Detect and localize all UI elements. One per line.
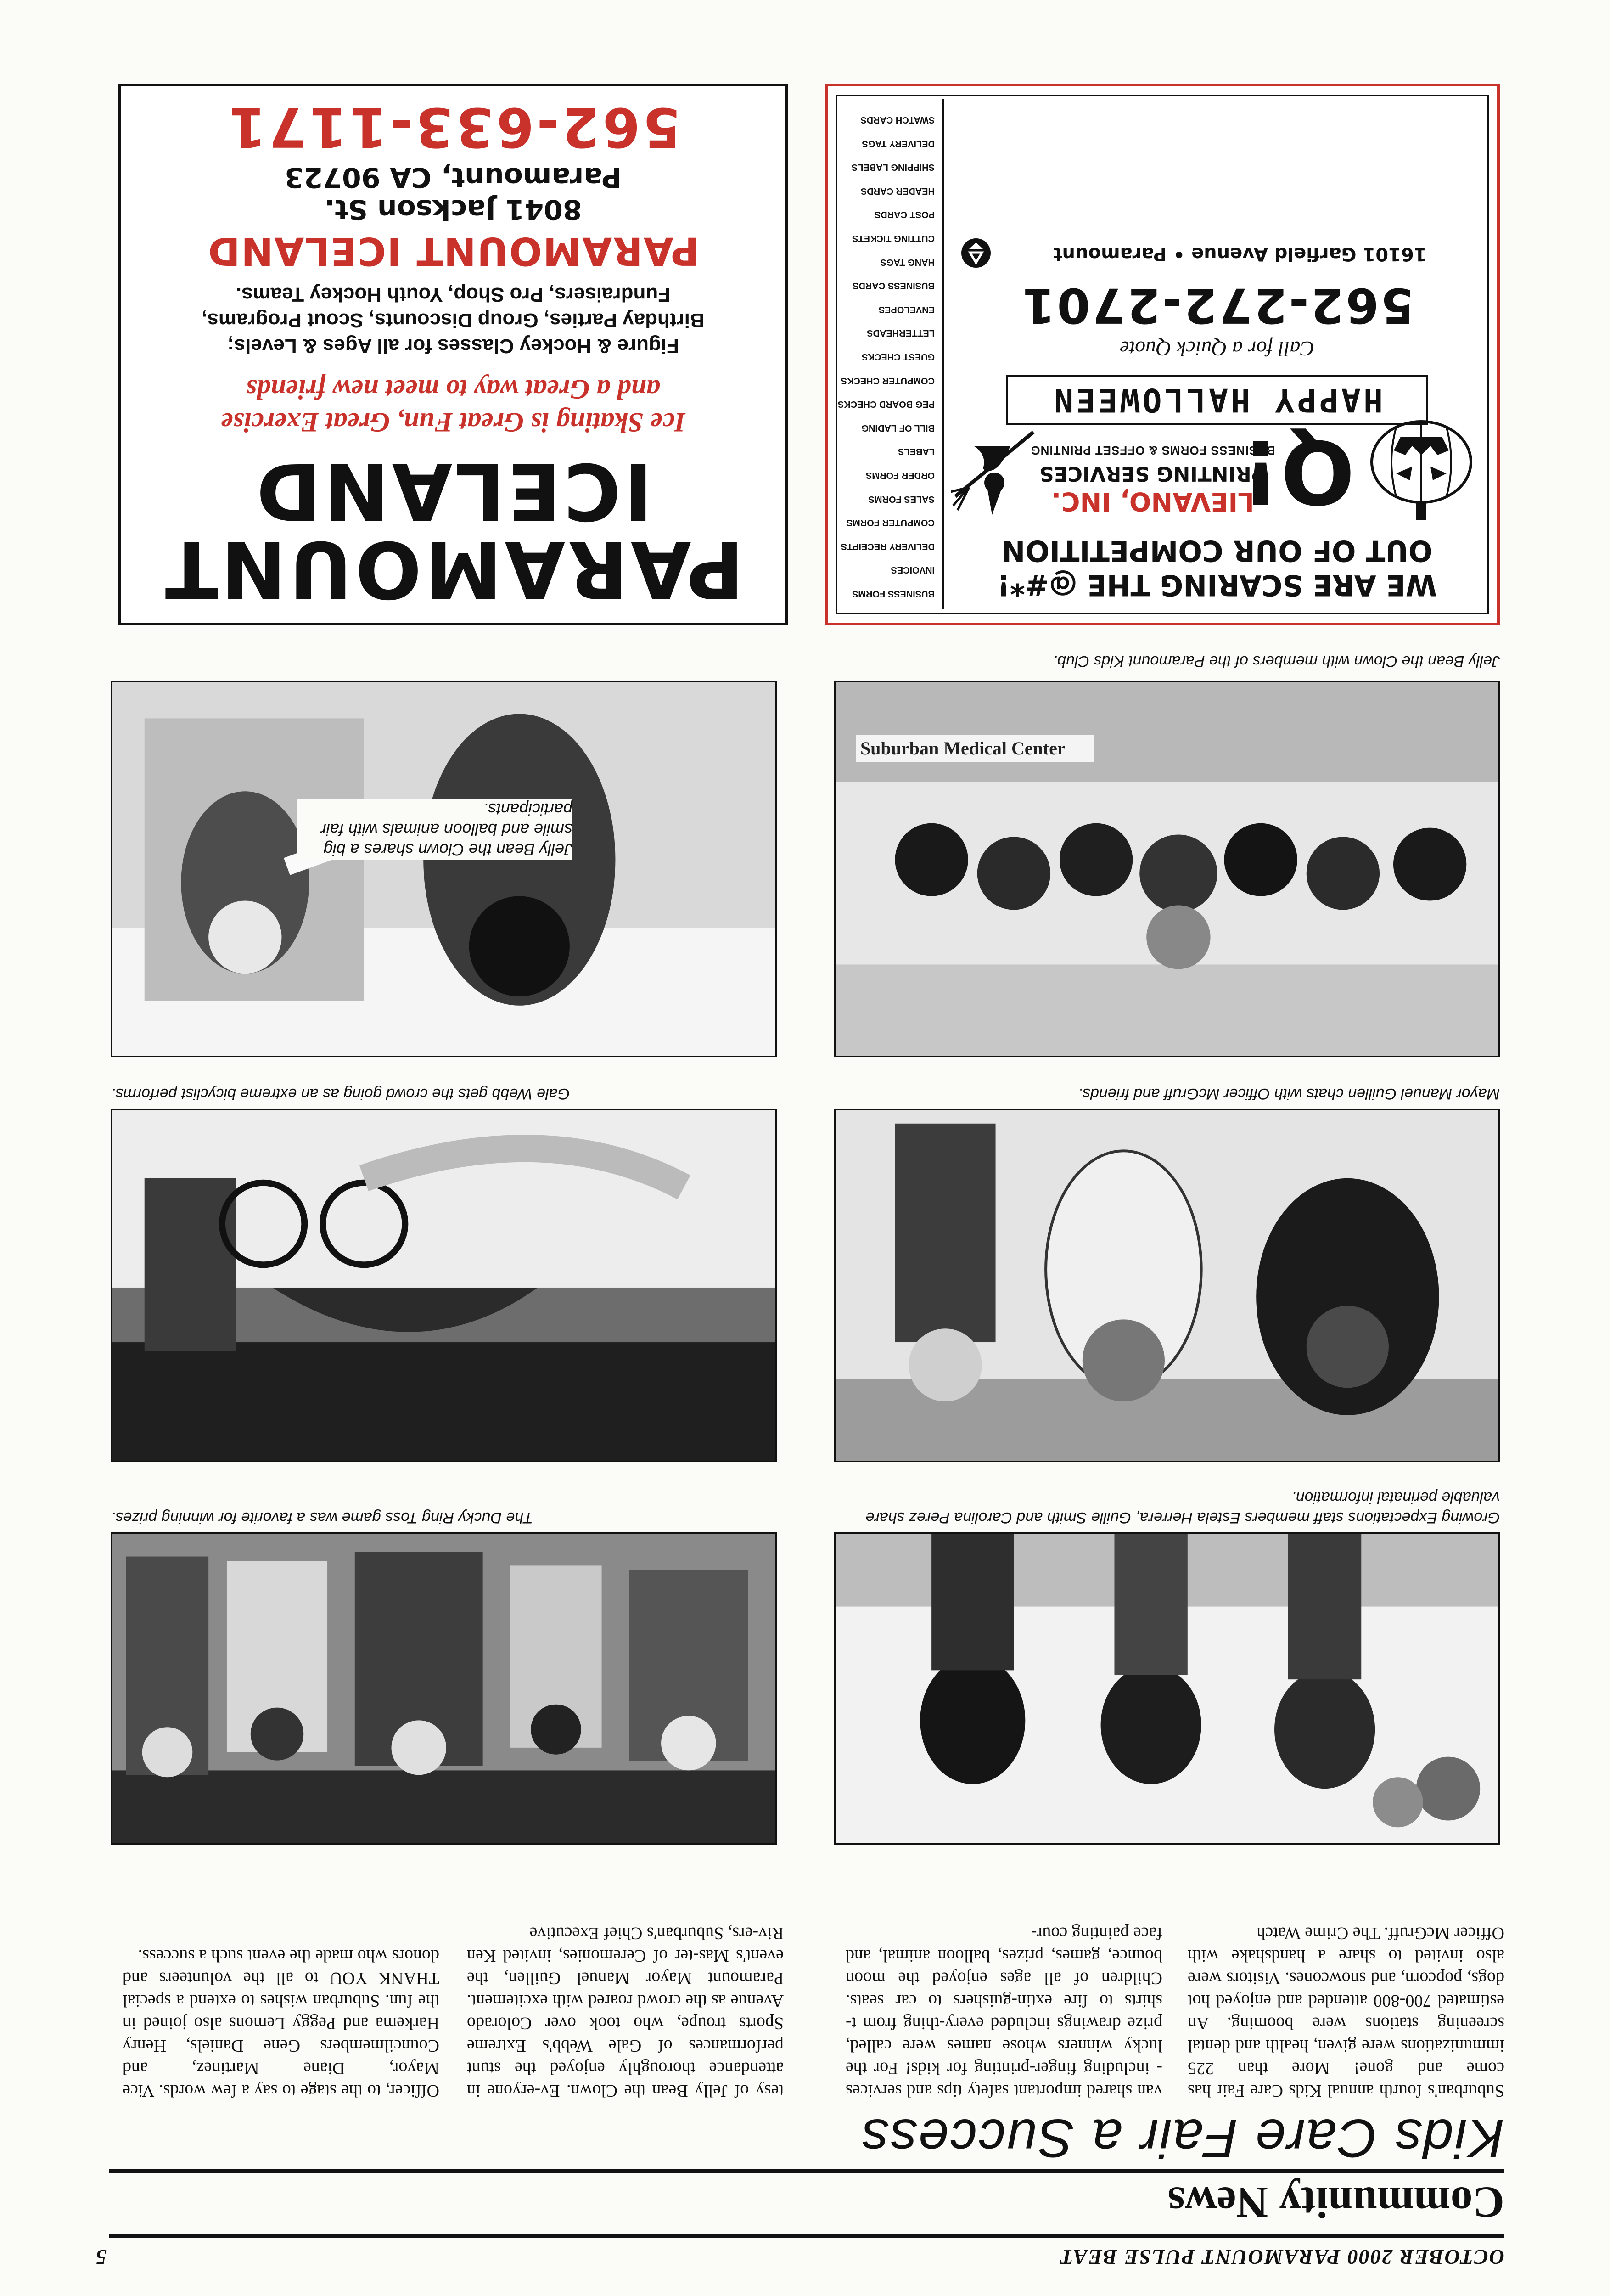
- article-column-1: Suburban's fourth annual Kids Care Fair has come and gone! More than 225 immunizations were given, health and dental screening stations were booming. An estimated 700-800 attended and enjoyed hot dogs, popcorn, and snowcones. Visitors were also invited to share a handshake with Officer McGruff. The Crime Watch: [1188, 1924, 1504, 2100]
- iceland-title-line1: PARAMOUNT: [162, 523, 744, 614]
- iceland-address-2: Paramount, CA 90723: [284, 161, 622, 193]
- service-item: ORDER FORMS: [866, 470, 935, 481]
- service-item: HANG TAGS: [880, 257, 935, 267]
- caption-bicyclist: Gale Webb gets the crowd going as an extreme bicyclist performs.: [111, 1085, 570, 1103]
- header-rule-top: [109, 2234, 1504, 2238]
- ad-lievano-printing: [825, 84, 1500, 625]
- ad-paramount-iceland: [118, 84, 788, 625]
- service-item: BUSINESS CARDS: [853, 281, 935, 291]
- lievano-phone: 562-272-2701: [1020, 277, 1414, 333]
- iceland-body-1: Figure & Hockey Classes for all Ages & Levels;: [227, 335, 679, 357]
- lievano-name: LIEVANO, INC.: [1051, 486, 1254, 516]
- lievano-services-list: [834, 108, 935, 605]
- article-column-2: van shared important safety tips and services - including finger-printing for kids! For the lucky winners whose names were called, prize drawings included every-thing from t-shirts to fire extin-guishers to car seats. Children of all ages enjoyed the moon bounce, games, prizes, balloon animal, and face painting cour-: [846, 1924, 1162, 2100]
- article-column-3: tesy of Jelly Bean the Clown. Ev-eryone in attendance thoroughly enjoyed the stunt performances of Gale Webb's Extreme Sports troupe, who took over Colorado Avenue as the crowd roared with excitement. Paramount Mayor Manuel Guillen, the event's Mas-ter of Ceremonies, invited Ken Riv-ers, Suburban's Chief Executive: [467, 1924, 784, 2100]
- service-item: PEG BOARD CHECKS: [837, 399, 935, 410]
- service-item: LABELS: [898, 446, 935, 457]
- service-item: POST CARDS: [874, 209, 935, 220]
- article-headline: Kids Care Fair a Success: [860, 2108, 1504, 2168]
- iceland-name: PARAMOUNT ICELAND: [207, 229, 699, 274]
- iceland-address-1: 8041 Jackson St.: [324, 193, 582, 225]
- kids-club-sign: Suburban Medical Center: [856, 735, 1094, 762]
- service-item: COMPUTER CHECKS: [841, 375, 935, 386]
- photo-growing-expectations: [834, 1532, 1500, 1845]
- lievano-services-divider: [942, 99, 944, 609]
- service-item: SALES FORMS: [868, 494, 935, 504]
- witch-icon: [951, 418, 1038, 524]
- caption-mayor-mcgruff: Mayor Manuel Guillen chats with Officer McGruff and friends.: [1078, 1085, 1500, 1103]
- caption-ring-toss: The Ducky Ring Toss game was a favorite for winning prizes.: [111, 1509, 533, 1526]
- iceland-body-2: Birthday Parties, Group Discounts, Scout Programs,: [202, 309, 705, 332]
- pumpkin-icon: [1369, 418, 1474, 524]
- article-column-4: Officer, to the stage to say a few words. Vice Mayor, Diane Martinez, and Councilmembers Gene Daniels, Henry Harkema and Peggy Lemons also joined in the fun. Suburban wishes to extend a special THANK YOU to all the volunteers and donors who made the event such a success.: [123, 1946, 439, 2100]
- lievano-tagline: BUSINESS FORMS & OFFSET PRINTING: [1030, 444, 1275, 457]
- lievano-service: PRINTING SERVICES: [1039, 462, 1267, 485]
- recycle-icon: [960, 237, 992, 269]
- section-title: Community News: [1167, 2178, 1504, 2227]
- photo-kids-club: [834, 681, 1500, 1057]
- service-item: SWATCH CARDS: [860, 115, 935, 125]
- publication-name: OCTOBER 2000 PARAMOUNT PULSE BEAT: [1059, 2245, 1504, 2269]
- service-item: HEADER CARDS: [860, 186, 935, 196]
- photo-ring-toss: [111, 1532, 777, 1845]
- page-number: 5: [95, 2245, 107, 2269]
- service-item: ENVELOPES: [878, 304, 935, 315]
- caption-balloon-clown: Jelly Bean the Clown shares a big smile and balloon animals with fair participants.: [297, 799, 572, 860]
- photo-mayor-mcgruff: [834, 1109, 1500, 1462]
- service-item: LETTERHEADS: [867, 328, 935, 338]
- iceland-tagline-2: and a Great way to meet new friends: [246, 374, 660, 405]
- photo-balloon-clown: [111, 681, 777, 1057]
- lievano-headline-2: OUT OF OUR COMPETITION: [1001, 534, 1433, 568]
- iceland-phone: 562-633-1171: [225, 96, 681, 159]
- lievano-address: 16101 Garfield Avenue • Paramount: [1053, 243, 1427, 264]
- lievano-logo-icon: Q!: [1240, 421, 1355, 522]
- service-item: DELIVERY RECEIPTS: [841, 541, 935, 551]
- header-rule-bottom: [109, 2169, 1504, 2173]
- caption-growing-expectations: Growing Expectations staff members Estela Herrera, Guille Smith and Carolina Perez share valuable perinatal information.: [865, 1489, 1500, 1526]
- lievano-happy-halloween: HAPPY HALLOWEEN: [1006, 375, 1428, 425]
- caption-kids-club: Jelly Bean the Clown with members of the Paramount Kids Club.: [1053, 653, 1500, 670]
- iceland-title-line2: ICELAND: [253, 445, 653, 536]
- service-item: COMPUTER FORMS: [846, 518, 935, 528]
- service-item: INVOICES: [891, 565, 935, 575]
- iceland-tagline-1: Ice Skating is Great Fun, Great Exercise: [221, 407, 685, 438]
- iceland-body-3: Fundraisers, Pro Shop, Youth Hockey Teams.: [236, 283, 671, 306]
- service-item: GUEST CHECKS: [862, 352, 935, 362]
- service-item: SHIPPING LABELS: [851, 162, 935, 173]
- service-item: CUTTING TICKETS: [852, 233, 935, 244]
- service-item: BUSINESS FORMS: [852, 589, 935, 599]
- service-item: DELIVERY TAGS: [862, 138, 935, 149]
- photo-bicyclist: [111, 1109, 777, 1462]
- service-item: BILL OF LADING: [861, 422, 935, 433]
- lievano-call-text: Call for a Quick Quote: [1119, 337, 1315, 360]
- lievano-headline-1: WE ARE SCARING THE @#*!: [997, 568, 1437, 602]
